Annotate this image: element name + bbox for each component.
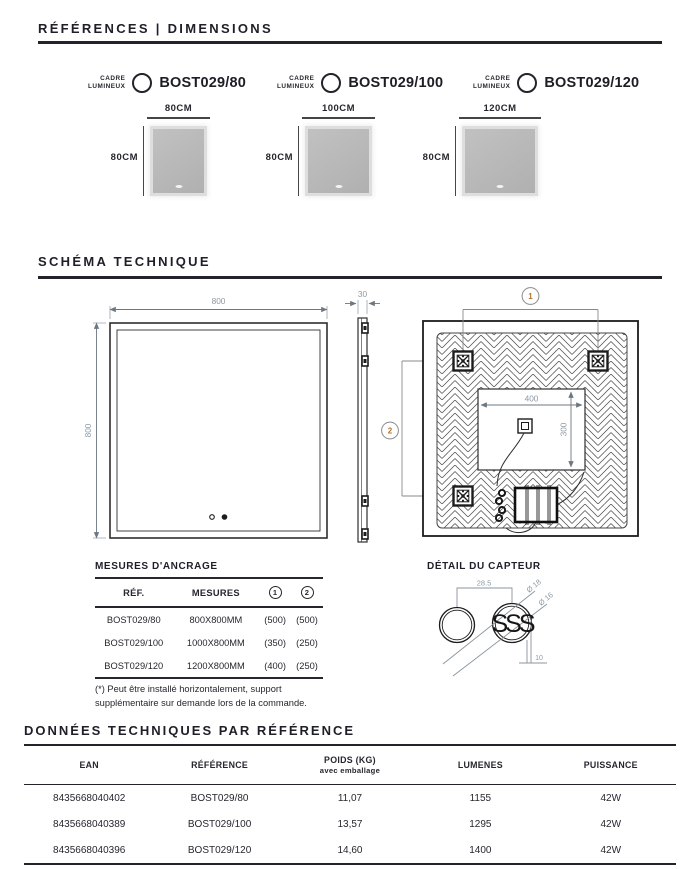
product-ref: BOST029/120 — [544, 75, 640, 91]
height-dim-label: 80CM — [422, 152, 450, 163]
svg-text:800: 800 — [83, 423, 93, 438]
height-dim-line — [143, 126, 144, 196]
front-view — [83, 296, 327, 538]
width-dim-line — [147, 117, 210, 119]
anchorage-footnote: (*) Peut être installé horizontalement, support supplémentaire sur demande lors de la commande. — [95, 684, 307, 708]
height-dim-line — [298, 126, 299, 196]
svg-text:30: 30 — [357, 289, 368, 299]
sensor-wave-glyph: SSS — [491, 610, 533, 638]
mirror-preview-80 — [150, 126, 207, 196]
anchorage-table — [95, 577, 323, 679]
table-row: BOST029/80 800X800MM (500) (500) — [106, 614, 318, 625]
col-header-poids: POIDS (KG) avec emballage — [285, 745, 415, 785]
svg-text:300: 300 — [558, 422, 569, 437]
col-header-mesures: MESURES — [173, 578, 260, 607]
sensor-circle-left — [440, 608, 475, 643]
technical-table — [24, 744, 676, 865]
sensor-title: DÉTAIL DU CAPTEUR — [427, 561, 541, 572]
frame-circle-icon — [132, 73, 152, 93]
anchor-bracket-top-left — [454, 352, 473, 371]
technical-header-row — [24, 745, 676, 785]
svg-text:1: 1 — [528, 291, 533, 301]
col-header-ref: RÉF. — [95, 578, 173, 607]
table-row: 8435668040396 BOST029/120 14,60 1400 42W — [53, 844, 622, 856]
product-header-2 — [277, 73, 443, 93]
width-dim-line — [302, 117, 375, 119]
schema-drawing — [0, 283, 700, 555]
anchor-bracket-top-right — [589, 352, 608, 371]
rear-view — [423, 288, 638, 536]
col-header-reference: RÉFÉRENCE — [154, 745, 284, 785]
table-row: 8435668040402 BOST029/80 11,07 1155 42W — [53, 792, 622, 804]
anchorage-title: MESURES D'ANCRAGE — [95, 561, 218, 572]
mirror-preview-120 — [462, 126, 538, 196]
section-title-technical: DONNÉES TECHNIQUES PAR RÉFÉRENCE — [24, 723, 356, 738]
table-row: BOST029/100 1000X800MM (350) (250) — [104, 637, 318, 648]
power-driver-box — [515, 485, 557, 525]
col-header-1 — [259, 578, 291, 607]
table-row: BOST029/120 1200X800MM (400) (250) — [104, 660, 318, 671]
frame-type-label: CADRE LUMINEUX — [277, 74, 315, 90]
product-ref: BOST029/80 — [159, 75, 247, 91]
dim-front-height — [83, 323, 106, 538]
dim-side-depth — [345, 289, 380, 314]
svg-text:Ø 18: Ø 18 — [524, 577, 543, 595]
frame-type-label: CADRE LUMINEUX — [473, 74, 511, 90]
sensor-dot-filled — [222, 514, 228, 520]
frame-circle-icon — [321, 73, 341, 93]
circled-2-icon: 2 — [301, 586, 314, 599]
svg-text:10: 10 — [535, 655, 543, 662]
frame-circle-icon — [517, 73, 537, 93]
dim-front-width — [110, 296, 327, 319]
col-header-ean: EAN — [24, 745, 154, 785]
anchor-bracket-bottom-left — [454, 487, 473, 506]
height-dim-line — [455, 126, 456, 196]
side-view — [345, 289, 380, 542]
col-header-poids-sub: avec emballage — [319, 766, 381, 775]
product-header-3 — [473, 73, 639, 93]
col-header-2 — [291, 578, 323, 607]
frame-type-label: CADRE LUMINEUX — [88, 74, 126, 90]
width-dim-label: 80CM — [164, 103, 193, 114]
dim-sensor-spacing — [457, 579, 512, 608]
width-dim-line — [459, 117, 541, 119]
height-dim-label: 80CM — [110, 152, 138, 163]
width-dim-label: 100CM — [321, 103, 356, 114]
product-ref: BOST029/100 — [348, 75, 444, 91]
sensor-drawing — [425, 576, 615, 684]
col-header-lumens: LUMENES — [415, 745, 545, 785]
divider-schema — [38, 276, 662, 279]
width-dim-label: 120CM — [483, 103, 517, 114]
mirror-preview-100 — [305, 126, 372, 196]
table-row: 8435668040389 BOST029/100 13,57 1295 42W — [53, 818, 622, 830]
anchorage-header-row — [95, 578, 323, 607]
section-title-references: RÉFÉRENCES | DIMENSIONS — [38, 21, 273, 36]
svg-text:800: 800 — [211, 296, 226, 306]
section-title-schema: SCHÉMA TECHNIQUE — [38, 254, 211, 269]
circled-1-icon: 1 — [269, 586, 282, 599]
product-header-1 — [88, 73, 246, 93]
plug-connector — [518, 419, 532, 433]
divider-references — [38, 41, 662, 44]
svg-text:2: 2 — [387, 426, 393, 436]
height-dim-label: 80CM — [265, 152, 293, 163]
col-header-puissance: PUISSANCE — [546, 745, 676, 785]
svg-text:Ø 16: Ø 16 — [536, 590, 555, 608]
svg-text:400: 400 — [524, 393, 539, 404]
svg-text:28.5: 28.5 — [476, 578, 492, 588]
